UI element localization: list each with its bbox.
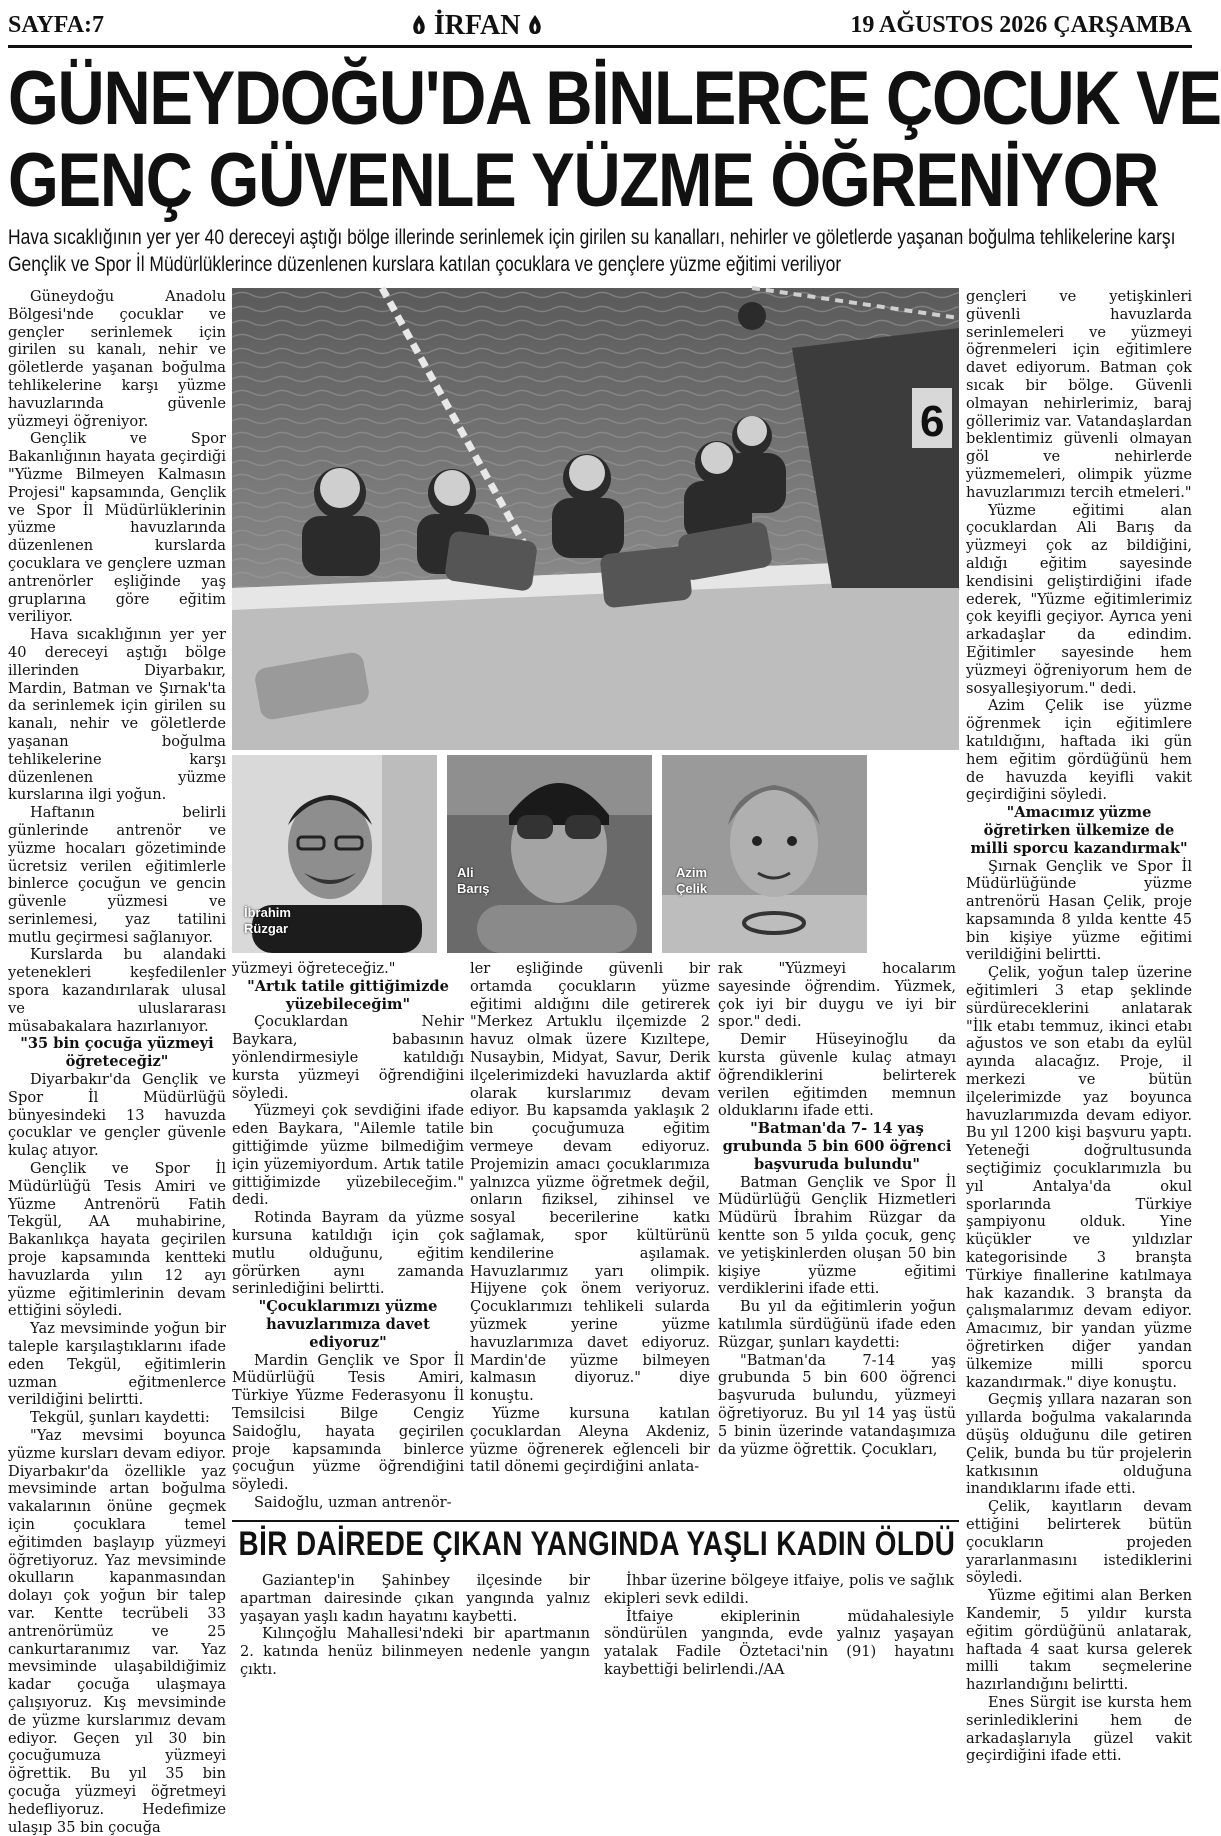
paragraph: Enes Sürgit ise kursta hem serinlediklerini hem de arkadaşlarıyla güzel vakit geçirdiğini ifade etti. xyxy=(966,1693,1192,1765)
paragraph: Şırnak Gençlik ve Spor İl Müdürlüğünde yüzme antrenörü Hasan Çelik, proje kapsamında 8 yılda kentte 45 bin kişiye yüzme eğitimi verildiğini belirtti. xyxy=(966,857,1192,964)
flame-emblem-left-icon xyxy=(410,14,428,38)
paragraph: Mardin Gençlik ve Spor İl Müdürlüğü Tesis Amiri, Türkiye Yüzme Federasyonu İl Temsilcisi Bilge Cengiz Saidoğlu, hayata geçirilen proje kapsamında binlerce çocuğun yüzme öğrendiğini söyledi. xyxy=(232,1351,464,1494)
column-5-paragraphs xyxy=(966,288,1192,804)
flame-emblem-right-icon xyxy=(526,14,544,38)
caption-line: Barış xyxy=(457,881,490,896)
paragraph: Çelik, kayıtların devam ettiğini belirterek bütün çocukların projeden yararlanmasını istediklerini söyledi. xyxy=(966,1498,1192,1587)
article-column-3 xyxy=(470,960,710,1517)
paragraph: ler eşliğinde güvenli bir ortamda çocukların yüzme eğitimi aldığını dile getirerek "Merkez Artuklu ilçemizde 2 havuz olmak üzere Kızıltepe, Nusaybin, Midyat, Savur, Derik ilçelerimizdeki havuzlarda aktif olarak kurslarımız devam ediyor. Bu kapsamda yaklaşık 2 bin çocuğumuza eğitim vermeye devam ediyoruz. Projemizin amacı çocuklarımıza yalnızca yüzme öğretmek değil, onların fiziksel, zihinsel ve sosyal becerilerine katkı sağlamak, spor kültürünü kendilerine aşılamak. Havuzlarımız yarı olimpik. Hijyene çok önem veriyoruz. Çocuklarımızı tehlikeli sularda yüzmek yerine yüzme havuzlarımıza davet ediyoruz. Mardin'de yüzme bilmeyen kalmasın diyoruz." diye konuştu. xyxy=(470,960,710,1405)
ibrahim-ruzgar-portrait-photo xyxy=(232,755,437,953)
column-3-paragraphs xyxy=(470,960,710,1476)
column-2-heading-2: "Çocuklarımızı yüzme havuzlarımıza davet ediyoruz" xyxy=(258,1298,438,1351)
masthead-bar xyxy=(8,6,1192,48)
paragraph: Batman Gençlik ve Spor İl Müdürlüğü Gençlik Hizmetleri Müdürü İbrahim Rüzgar da kentte son 5 yılda çocuk, genç ve yetişkinlerden oluşan 50 bin kişiye yüzme eğitimi verdiklerini ifade etti. xyxy=(718,1173,956,1298)
caption-line: Rüzgar xyxy=(244,921,289,936)
paragraph: Gençlik ve Spor İl Müdürlüğü Tesis Amiri ve Yüzme Antrenörü Fatih Tekgül, AA muhabirine, Bakanlıkça hayata geçirilen proje kapsamında kentteki havuzlarda yılın 12 ayı yüzme eğitimlerinin devam ettiğini söyledi. xyxy=(8,1160,226,1320)
paragraph: Haftanın belirli günlerinde antrenör ve yüzme hocaları gözetiminde ücretsiz verilen eğitimlerle binlerce çocuğun ve gencin güvenle yüzmesi ve serinlemesi, yaz tatilini mutlu geçirmesi sağlanıyor. xyxy=(8,804,226,946)
paragraph: Tekgül, şunları kaydetti: xyxy=(30,1409,210,1427)
caption-line: Azim xyxy=(676,865,708,880)
page-number: SAYFA:7 xyxy=(8,12,105,38)
article-column-5 xyxy=(966,288,1192,1765)
paragraph: Gaziantep'in Şahinbey ilçesinde bir apartman dairesinde çıkan yangında yalnız yaşayan yaşlı kadın hayatını kaybetti. xyxy=(240,1572,590,1625)
caption-azim-celik xyxy=(676,865,707,897)
paragraph: Yüzmeyi çok sevdiğini ifade eden Baykara, "Ailemle tatile gittiğimde yüzme bilmediğim için yüzemiyordum. Artık tatile gittiğimizde yüzebileceğim." dedi. xyxy=(232,1102,464,1209)
paragraph: Bu yıl da eğitimlerin yoğun katılımla sürdüğünü ifade eden Rüzgar, şunları kaydetti: xyxy=(718,1298,956,1351)
paragraph: gençleri ve yetişkinleri güvenli havuzlarda serinlemeleri ve yüzmeyi öğrenmeleri için eğitimlere davet ediyorum. Batman çok sıcak bir bölge. Güvenli olmayan nehirlerimiz, baraj göllerimiz var. Vatandaşlardan beklentimiz güvenli olmayan göl ve nehirlerde yüzmemeleri, olimpik yüzme havuzlarımızı tercih etmeleri." xyxy=(966,288,1192,501)
paragraph: "Batman'da 7-14 yaş grubunda 5 bin 600 öğrenci başvuruda bulundu, yüzmeyi öğretiyoruz. Bu yıl 14 yaş üstü 5 binin üzerinde vatandaşımıza da yüzme öğrettik. Çocukları, xyxy=(718,1351,956,1458)
paragraph: rak "Yüzmeyi hocalarım sayesinde öğrendim. Yüzmek, çok iyi bir duygu ve iyi bir spor." dedi. xyxy=(718,960,956,1031)
fire-news-column-2 xyxy=(604,1572,954,1679)
newspaper-logo xyxy=(410,10,545,42)
paragraph: Geçmiş yıllara nazaran son yıllarda boğulma vakalarında düşüş olduğunu dile getiren Çelik, bunda bu tür projelerin katkısının olduğuna inandıklarını ifade etti. xyxy=(966,1391,1192,1498)
caption-line: İbrahim xyxy=(244,905,291,920)
ali-baris-portrait-photo xyxy=(447,755,652,953)
column-5-heading: "Amacımız yüzme öğretirken ülkemize de milli sporcu kazandırmak" xyxy=(970,804,1188,857)
column-2b-paragraphs xyxy=(232,1013,464,1298)
paragraph: Güneydoğu Anadolu Bölgesi'nde çocuklar ve gençler serinlemek için girilen su kanalı, nehir ve göletlerde yaşanan boğulma tehlikelerine karşı yüzme havuzlarında güvenle yüzmeyi öğreniyor. xyxy=(8,288,226,430)
paragraph: Kurslarda bu alandaki yetenekleri keşfedilenler spora kazandırılarak ulusal ve uluslararası müsabakalara hazırlanıyor. xyxy=(8,946,226,1035)
column-2-heading-1: "Artık tatile gittiğimizde yüzebileceğim" xyxy=(247,977,449,1013)
paragraph: Hava sıcaklığının yer yer 40 dereceyi aştığı bölge illerinden Diyarbakır, Mardin, Batman ve Şırnak'ta da serinlemek için girilen su kanalı, nehir ve göletlerde yaşanan boğulma tehlikelerine karşı düzenlenen yüzme kurslarına ilgi yoğun. xyxy=(8,626,226,804)
caption-ibrahim-ruzgar xyxy=(244,905,291,937)
paragraph: yüzmeyi öğreteceğiz." xyxy=(232,960,396,977)
caption-ali-baris xyxy=(457,865,490,897)
article-column-4 xyxy=(718,960,956,1517)
column-4-paragraphs xyxy=(718,960,956,1120)
article-column-1 xyxy=(8,288,226,1836)
paragraph: İhbar üzerine bölgeye itfaiye, polis ve sağlık ekipleri sevk edildi. xyxy=(604,1572,954,1607)
azim-celik-portrait-photo xyxy=(662,755,867,953)
article-column-2 xyxy=(232,960,464,1517)
paragraph: Kılınçoğlu Mahallesi'ndeki bir apartmanın 2. katında henüz bilinmeyen nedenle yangın çıktı. xyxy=(240,1625,590,1678)
column-2-paragraphs xyxy=(232,960,464,978)
fire-news-box xyxy=(232,1520,959,1713)
paragraph: Yüzme kursuna katılan çocuklardan Aleyna Akdeniz, yüzme öğrenerek eğlenceli bir tatil dönemi geçirdiğini anlata- xyxy=(470,1404,710,1476)
paragraph: Saidoğlu, uzman antrenör- xyxy=(254,1493,452,1511)
paragraph: Diyarbakır'da Gençlik ve Spor İl Müdürlüğü bünyesindeki 13 havuzda çocuklar ve gençler güvenle kulaç atıyor. xyxy=(8,1071,226,1160)
paragraph: Çelik, yoğun talep üzerine eğitimleri 3 etap şeklinde sürdüreceklerini anlatarak "İlk etabı temmuz, ikinci etabı ağustos ve son etabı da eylül ayında alacağız. Proje, il merkezi ve bütün ilçelerimizde yaz boyunca havuzlarımızda devam ediyor. Bu yıl 1200 kişi başvuru yaptı. Yeteneği doğrultusunda seçtiğimiz çocuklarımızla bu yıl Antalya'da okul sporlarında Türkiye şampiyonu olduk. Yine küçükler ve yıldızlar kategorisinde 3 branşta Türkiye finallerine katılmaya hak kazandık. 3 branşta da çalışmalarımız devam ediyor. Amacımız, bir yandan yüzme öğretirken diğer yandan ülkemize milli sporcu kazandırmak." diye konuştu. xyxy=(966,964,1192,1391)
pool-children-photo xyxy=(232,288,959,750)
column-4-heading: "Batman'da 7- 14 yaş grubunda 5 bin 600 öğrenci başvuruda bulundu" xyxy=(722,1120,952,1173)
subheadline: Hava sıcaklığının yer yer 40 dereceyi aştığı bölge illerinde serinlemek için girilen su kanalları, nehirler ve göletlerde yaşanan boğulma tehlikelerine karşı Gençlik ve Spor İl Müdürlüklerince düzenlenen kurslara katılan çocuklara ve gençlere yüzme eğitimi veriliyor xyxy=(8,226,1176,276)
column-1-heading: "35 bin çocuğa yüzmeyi öğreteceğiz" xyxy=(20,1035,214,1071)
paragraph: Çocuklardan Nehir Baykara, babasının yönlendirmesiyle katıldığı kursta yüzmeyi öğrendiğini söyledi. xyxy=(232,1013,464,1102)
caption-line: Ali xyxy=(457,865,474,880)
caption-line: Çelik xyxy=(676,881,708,896)
headline-line-2: GENÇ GÜVENLE YÜZME ÖĞRENİYOR xyxy=(8,138,1159,223)
paragraph: "Yaz mevsimi boyunca yüzme kursları devam ediyor. Diyarbakır'da özellikle yaz mevsiminde artan boğulma vakalarının önüne geçmek için çocuklara temel eğitimden başlayıp yüzmeyi öğretiyoruz. Yaz mevsiminde okulların kapanmasından dolayı çok yoğun bir talep var. Kentte tecrübeli 33 antrenörümüz ve 25 cankurtaranımız var. Yaz mevsiminde ulaşabildiğimiz kadar çocuğa ulaşmaya çalışıyoruz. Kış mevsiminde de yüzme kurslarımız devam ediyor. Geçen yıl 30 bin çocuğumuza yüzmeyi öğrettik. Bu yıl 35 bin çocuğa yüzmeyi öğretmeyi hedefliyoruz. Hedefimize ulaşıp 35 bin çocuğa xyxy=(8,1427,226,1836)
headline-line-1: GÜNEYDOĞU'DA BİNLERCE ÇOCUK VE xyxy=(8,56,1221,141)
column-5b-paragraphs xyxy=(966,858,1192,1766)
column-1b-paragraphs xyxy=(8,1071,226,1836)
column-4b-paragraphs xyxy=(718,1174,956,1459)
paragraph: Yüzme eğitimi alan çocuklardan Ali Barış da yüzmeyi çok az bildiğini, aldığı eğitim sayesinde kendisini geliştirdiğini ifade ederek, "Yüzme eğitimlerimiz çok keyifli geçiyor. Ayrıca yeni arkadaşlar da edindim. Eğitimler sayesinde hem yüzmeyi öğreniyorum hem de sosyalleşiyorum." dedi. xyxy=(966,501,1192,697)
column-2c-paragraphs xyxy=(232,1352,464,1512)
main-headline xyxy=(8,56,1221,228)
fire-news-column-1 xyxy=(240,1572,590,1679)
fire-news-title: BİR DAİREDE ÇIKAN YANGINDA YAŞLI KADIN ÖLDÜ xyxy=(238,1525,956,1563)
logo-text: İRFAN xyxy=(433,9,521,41)
paragraph: Yaz mevsiminde yoğun bir taleple karşılaştıklarını ifade eden Tekgül, eğitimlerin uzman eğitmenlerce verildiğini belirtti. xyxy=(8,1320,226,1409)
issue-date: 19 AĞUSTOS 2026 ÇARŞAMBA xyxy=(850,12,1192,38)
paragraph: Demir Hüseyinoğlu da kursta güvenle kulaç atmayı öğrendiklerini belirterek verilen eğitimden memnun olduklarını ifade etti. xyxy=(718,1031,956,1120)
paragraph: Azim Çelik ise yüzme öğrenmek için eğitimlere katıldığını, haftada iki gün hem eğitim gördüğünü hem de havuzda keyifli vakit geçirdiğini söyledi. xyxy=(966,697,1192,804)
lane-number-text: 6 xyxy=(920,397,945,446)
paragraph: İtfaiye ekiplerinin müdahalesiyle söndürülen yangında, evde yalnız yaşayan yatalak Fadile Öztetaci'nin (91) hayatını kaybettiği belirlendi./AA xyxy=(604,1607,954,1678)
paragraph: Gençlik ve Spor Bakanlığının hayata geçirdiği "Yüzme Bilmeyen Kalmasın Projesi" kapsamında, Gençlik ve Spor İl Müdürlüklerinin yüzme havuzlarında düzenlenen kurslarda çocuklara ve gençlere uzman antrenörler eşliğinde yaş gruplarına göre eğitim veriliyor. xyxy=(8,430,226,626)
paragraph: Yüzme eğitimi alan Berken Kandemir, 5 yıldır kursta eğitim gördüğünü anlatarak, haftada 4 saat kursa gelerek milli takım seçmelerine hazırlandığını belirtti. xyxy=(966,1587,1192,1694)
paragraph: Rotinda Bayram da yüzme kursuna katıldığı için çok mutlu olduğunu, eğitim görürken aynı zamanda serinlediğini belirtti. xyxy=(232,1209,464,1298)
column-1-paragraphs xyxy=(8,288,226,1035)
